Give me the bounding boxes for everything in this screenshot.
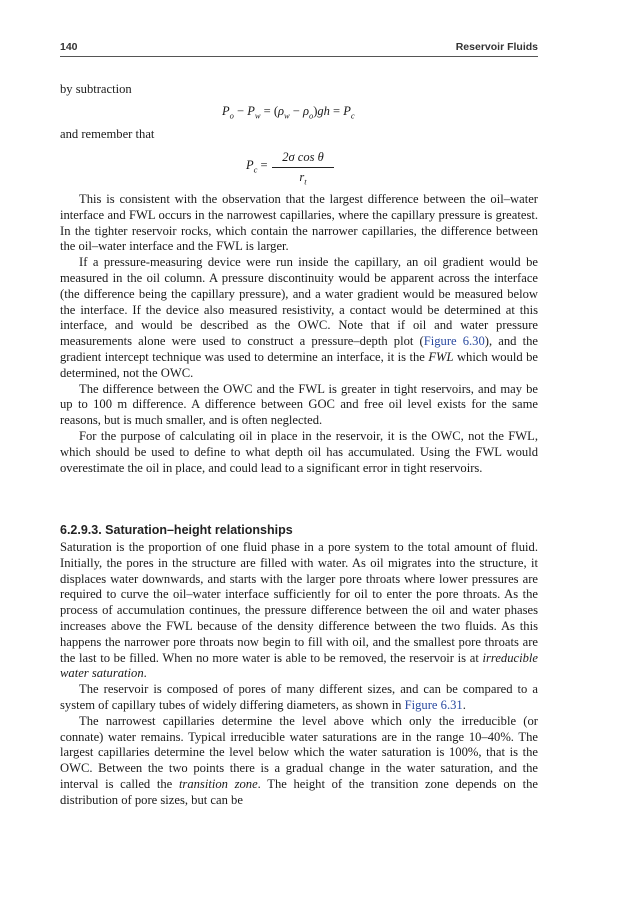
section-heading: 6.2.9.3. Saturation–height relationships [60,523,293,537]
remember-text: and remember that [60,127,155,141]
paragraph: The reservoir is composed of pores of many different sizes, and can be compared to a system of capillary tubes of widely differing diameters, as shown in Figure 6.31. [60,682,538,712]
paragraph: For the purpose of calculating oil in place in the reservoir, it is the OWC, not the FWL, which should be used to define to what depth oil has accumulated. Using the FWL would overestimate the oil in place, and could lead to a significant error in tight reservoirs. [60,428,538,475]
body-text-block-2 [60,540,538,809]
paragraph: If a pressure-measuring device were run inside the capillary, an oil gradient would be measured in the oil column. A pressure discontinuity would be apparent across the interface (the difference being the capillary pressure), and a water gradient would be measured below the interface. If the device also measured resistivity, a contact would be determined at this interface, and would be described as the OWC. Note that if oil and water pressure measurements alone were used to construct a pressure–depth plot (Figure 6.30), and the gradient intercept technique was used to determine an interface, it is the FWL which would be determined, not the OWC. [60,255,539,380]
running-header [60,38,538,57]
equation-capillary-fraction [272,150,334,187]
figure-link[interactable]: Figure 6.31 [404,697,463,712]
by-subtraction-text: by subtraction [60,82,132,96]
figure-link[interactable]: Figure 6.30 [423,334,485,349]
equation-capillary-lhs: $P_c$ = [246,158,268,175]
page-number: 140 [60,41,78,53]
paragraph: Saturation is the proportion of one fluid phase in a pore system to the total amount of fluid. Initially, the pores in the structure are filled with water. As oil migrates into the structure, it displaces water downwards, and starts with the larger pore throats where lower pressures are required to curve the oil–water interface sufficiently for oil to enter the pore throats. As the process of accumulation continues, the pressure difference between the oil and water phases increases above the FWL because of the density difference between the two fluids. As this happens the narrower pore throats now begin to fill with oil, and the smallest pore throats are the last to be filled. When no more water is able to be removed, the reservoir is at irreducible water saturation. [60,540,538,681]
paragraph: The narrowest capillaries determine the level above which only the irreducible (or connate) water remains. Typical irreducible water saturations are in the range 10–40%. The largest capillaries determine the level below which the water saturation is 100%, that is the OWC. Between the two points there is a gradual change in the water saturation, and the interval is called the transition zone. The height of the transition zone depends on the distribution of pore sizes, but can be [60,713,538,807]
running-title: Reservoir Fluids [455,41,538,53]
fraction-numerator: 2σ cos θ [272,150,334,168]
paragraph: This is consistent with the observation that the largest difference between the oil–water interface and FWL occurs in the narrowest capillaries, where the capillary pressure is greatest. In the tighter reservoir rocks, which contain the narrower capillaries, the difference between the oil–water interface and the FWL is larger. [60,192,538,254]
body-text-block-1 [60,192,538,476]
fraction-denominator: $r_t$ [299,170,307,187]
paragraph: The difference between the OWC and the FWL is greater in tight reservoirs, and may be up to 100 m difference. A difference between GOC and free oil level exists for the same reasons, but is much smaller, and is often neglected. [60,381,538,428]
equation-pressure-difference: $P_o - P_w = (\rho_w - \rho_o)gh = P_c$ [222,104,355,121]
